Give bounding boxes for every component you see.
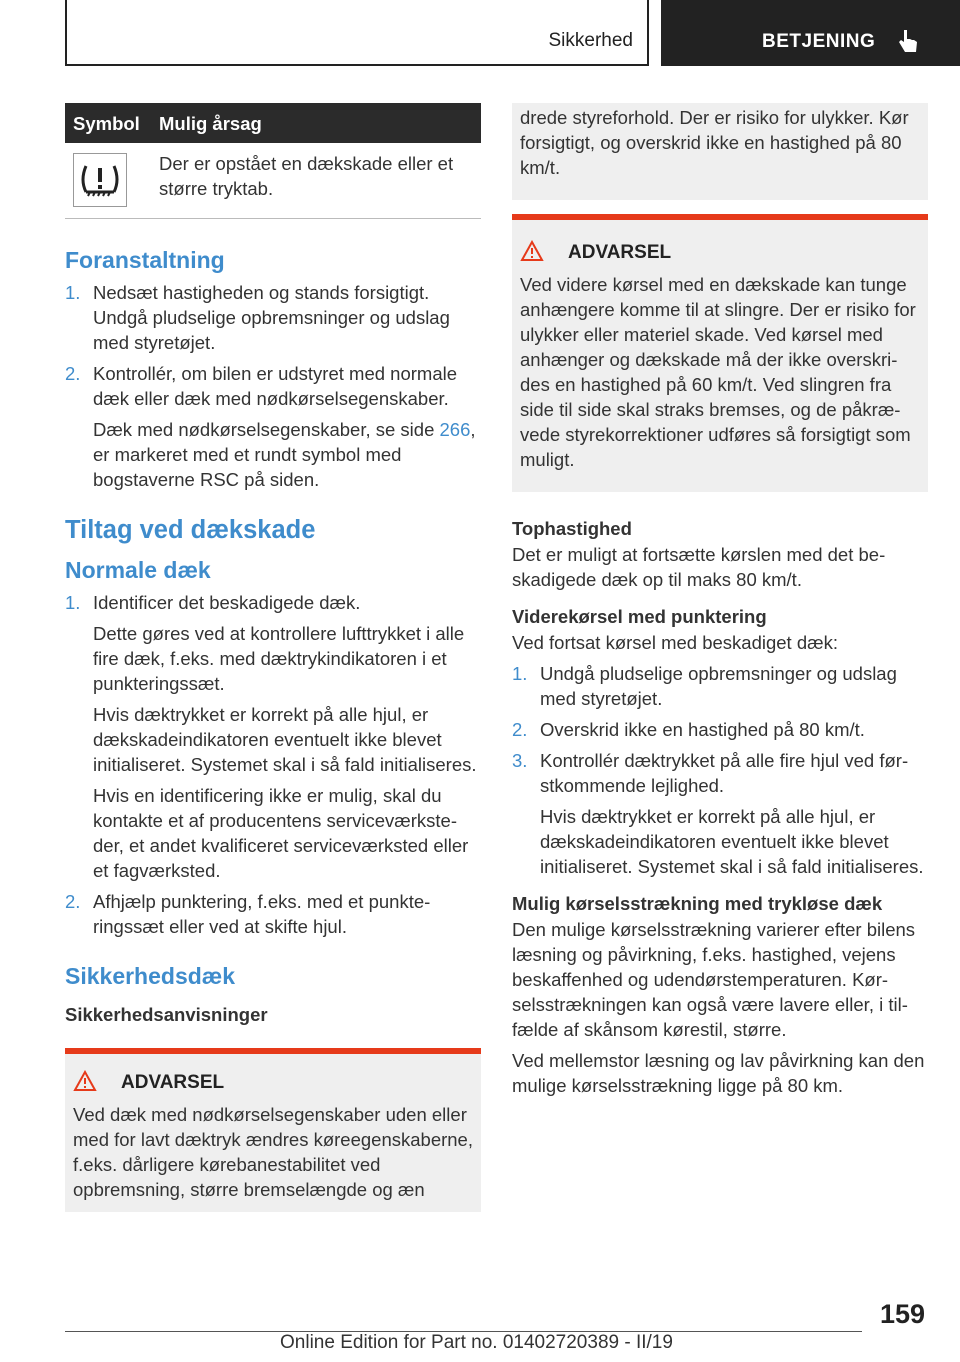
measures-list — [65, 280, 481, 411]
paragraph: Dette gøres ved at kontrollere lufttrykket i alle fire dæk, f.eks. med dæktrykindikatoren i et punkteringssæt. — [93, 623, 465, 694]
list-item: 1. Identificer det beskadigede dæk. — [65, 592, 361, 613]
symbol-cause-text: Der er opstået en dækskade eller et større tryktab. — [159, 153, 454, 199]
footer-edition: Online Edition for Part no. 01402720389 - II/19 — [280, 1332, 673, 1353]
symbol-table-header — [65, 103, 481, 143]
list-item: 1. Nedsæt hastigheden og stands forsigtigt. Undgå pludselige opbremsninger og udslag med styretøjet. — [65, 282, 450, 353]
list-item: 3. Kontrollér dæktrykket på alle fire hjul ved førstkommende lejlighed. — [512, 750, 909, 796]
paragraph: Hvis en identificering ikke er mulig, skal du kontakte et af producentens serviceværksteder, et andet kvalificeret serviceværksted eller et fagværksted. — [93, 785, 469, 881]
header-chapter-box — [661, 0, 960, 66]
paragraph: Ved fortsat kørsel med beskadiget dæk: — [512, 632, 838, 653]
warning-continued-box — [512, 103, 928, 200]
rsc-note: Dæk med nødkørselsegenskaber, se side 266, er markeret med et rundt symbol med bogstaverne RSC på siden. — [93, 419, 476, 490]
measures-heading: Foranstaltning — [65, 247, 225, 273]
paragraph: Hvis dæktrykket er korrekt på alle hjul, er dækskadeindikatoren eventuelt ikke blevet initialiseret. Systemet skal i så fald initialiseres. — [93, 704, 477, 775]
paragraph: Ved mellemstor læsning og lav påvirkning kan den mulige kørselsstrækning ligge på 80 km. — [512, 1050, 925, 1096]
warning-triangle-icon — [520, 240, 544, 262]
top-speed-heading: Tophastighed — [512, 518, 632, 539]
normal-tires-heading: Normale dæk — [65, 557, 211, 583]
symbol-table-row — [65, 143, 481, 219]
warning-text: Ved dæk med nødkørselsegenskaber uden eller med for lavt dæktryk ændres køreegenskaberne, f.eks. dårligere kørebanestabilitet ved opbremsning, større bremselængde og æn — [73, 1104, 473, 1200]
page-link[interactable]: 266 — [439, 419, 471, 440]
list-item: 2. Kontrollér, om bilen er udstyret med normale dæk eller dæk med nødkørselsegenskaber. — [65, 363, 458, 409]
warning-title: ADVARSEL — [73, 1072, 473, 1094]
warning-triangle-icon — [73, 1070, 97, 1092]
list-item: 2. Afhjælp punktering, f.eks. med et punkteringssæt eller ved at skifte hjul. — [65, 891, 431, 937]
list-item: 2. Overskrid ikke en hastighed på 80 km/t. — [512, 719, 865, 740]
paragraph: Hvis dæktrykket er korrekt på alle hjul, er dækskadeindikatoren eventuelt ikke blevet initialiseret. Systemet skal i så fald initialiseres. — [540, 806, 924, 877]
col-cause-header: Mulig årsag — [159, 113, 262, 134]
tire-pressure-warning-icon — [73, 153, 127, 207]
paragraph: Den mulige kørselsstrækning varierer efter bilens læsning og påvirkning, f.eks. hastighed, vejens beskaffenhed og udendørstemperaturen. Kørselsstrækningen kan også være lavere eller, i tilfælde af skånsom kørestil, større. — [512, 919, 916, 1040]
warning-continued-text: drede styreforhold. Der er risiko for ulykker. Kør forsigtigt, og overskrid ikke en hastighed på 80 km/t. — [520, 107, 909, 178]
header-chapter-label: BETJENING — [762, 31, 876, 52]
hand-pointer-icon — [897, 28, 919, 54]
safety-heading: Sikkerhedsdæk — [65, 963, 236, 989]
damage-list — [65, 590, 481, 615]
right-column — [512, 103, 928, 1098]
header-section-box — [65, 0, 649, 66]
warning-box — [65, 1048, 481, 1212]
paragraph: Det er muligt at fortsætte kørslen med det beskadigede dæk op til maks 80 km/t. — [512, 544, 886, 590]
header-section-label: Sikkerhed — [548, 30, 633, 51]
damage-heading: Tiltag ved dækskade — [65, 516, 316, 544]
safety-subheading: Sikkerhedsanvisninger — [65, 1004, 268, 1025]
col-symbol-header: Symbol — [73, 113, 140, 134]
puncture-heading: Viderekørsel med punktering — [512, 606, 767, 627]
range-heading: Mulig kørselsstrækning med trykløse dæk — [512, 893, 883, 914]
page-number: 159 — [880, 1299, 926, 1329]
warning-title: ADVARSEL — [520, 242, 920, 264]
list-item: 1. Undgå pludselige opbremsninger og udslag med styretøjet. — [512, 663, 897, 709]
warning-text: Ved videre kørsel med en dækskade kan tunge anhængere komme til at slingre. Der er risiko for ulykker eller materiel skade. Ved kørsel med anhænger og dækskade må der ikke overskrides en hastighed på 60 km/t. Ved slingren fra side til side skal straks bremses, og de påkrævede styrekorrektioner udføres så forsigtigt som muligt. — [520, 274, 916, 470]
warning-box — [512, 214, 928, 492]
left-column — [65, 103, 481, 1212]
puncture-list — [512, 661, 928, 798]
